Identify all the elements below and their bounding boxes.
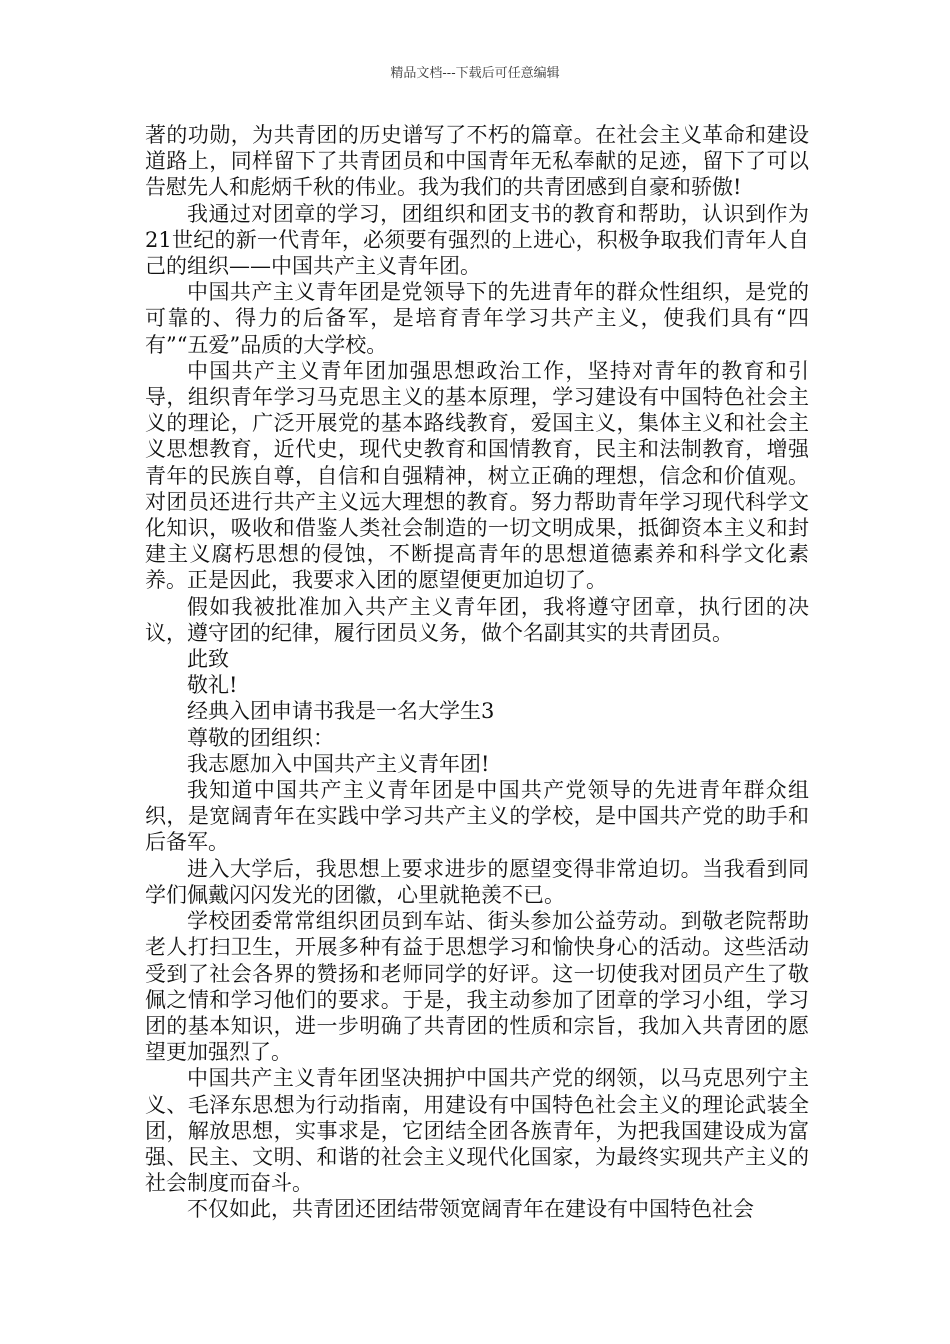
paragraph: 中国共产主义青年团加强思想政治工作，坚持对青年的教育和引导，组织青年学习马克思主义的基本原理，学习建设有中国特色社会主义的理论，广泛开展党的基本路线教育，爱国主义，集体主义和社会主义思想教育，近代史，现代史教育和国情教育，民主和法制教育，增强青年的民族自尊，自信和自强精神，树立正确的理想，信念和价值观。对团员还进行共产主义远大理想的教育。努力帮助青年学习现代科学文化知识，吸收和借鉴人类社会制造的一切文明成果，抵御资本主义和封建主义腐朽思想的侵蚀，不断提高青年的思想道德素养和科学文化素养。正是因此，我要求入团的愿望便更加迫切了。: [145, 358, 809, 593]
paragraph: 假如我被批准加入共产主义青年团，我将遵守团章，执行团的决议，遵守团的纪律，履行团员义务，做个名副其实的共青团员。: [145, 594, 809, 645]
paragraph: 著的功勋，为共青团的历史谱写了不朽的篇章。在社会主义革命和建设道路上，同样留下了共青团员和中国青年无私奉献的足迹，留下了可以告慰先人和彪炳千秋的伟业。我为我们的共青团感到自豪和骄傲!: [145, 123, 809, 200]
paragraph: 我知道中国共产主义青年团是中国共产党领导的先进青年群众组织，是宽阔青年在实践中学习共产主义的学校，是中国共产党的助手和后备军。: [145, 778, 809, 855]
paragraph: 我通过对团章的学习，团组织和团支书的教育和帮助，认识到作为21世纪的新一代青年，必须要有强烈的上进心，积极争取我们青年人自己的组织——中国共产主义青年团。: [145, 201, 809, 279]
greeting: 尊敬的团组织：: [187, 725, 334, 750]
paragraph: 我志愿加入中国共产主义青年团!: [187, 751, 490, 776]
section-title: 经典入团申请书我是一名大学生3: [187, 699, 495, 724]
document-body: [145, 122, 809, 1223]
paragraph: 不仅如此，共青团还团结带领宽阔青年在建设有中国特色社会: [187, 1197, 754, 1222]
paragraph: 中国共产主义青年团坚决拥护中国共产党的纲领，以马克思列宁主义、毛泽东思想为行动指南，用建设有中国特色社会主义的理论武装全团，解放思想，实事求是，它团结全团各族青年，为把我国建设成为富强、民主、文明、和谐的社会主义现代化国家，为最终实现共产主义的社会制度而奋斗。: [145, 1066, 809, 1196]
closing-salutation: 此致: [187, 647, 229, 672]
page-header: 精品文档---下载后可任意编辑: [390, 66, 560, 81]
paragraph: 学校团委常常组织团员到车站、街头参加公益劳动。到敬老院帮助老人打扫卫生，开展多种有益于思想学习和愉快身心的活动。这些活动受到了社会各界的赞扬和老师同学的好评。这一切使我对团员产生了敬佩之情和学习他们的要求。于是，我主动参加了团章的学习小组，学习团的基本知识，进一步明确了共青团的性质和宗旨，我加入共青团的愿望更加强烈了。: [145, 909, 809, 1065]
paragraph: 中国共产主义青年团是党领导下的先进青年的群众性组织，是党的可靠的、得力的后备军，是培育青年学习共产主义，使我们具有“四有”“五爱”品质的大学校。: [145, 280, 809, 357]
closing-regards: 敬礼!: [187, 673, 238, 698]
paragraph: 进入大学后，我思想上要求进步的愿望变得非常迫切。当我看到同学们佩戴闪闪发光的团徽，心里就艳羡不已。: [145, 856, 809, 907]
